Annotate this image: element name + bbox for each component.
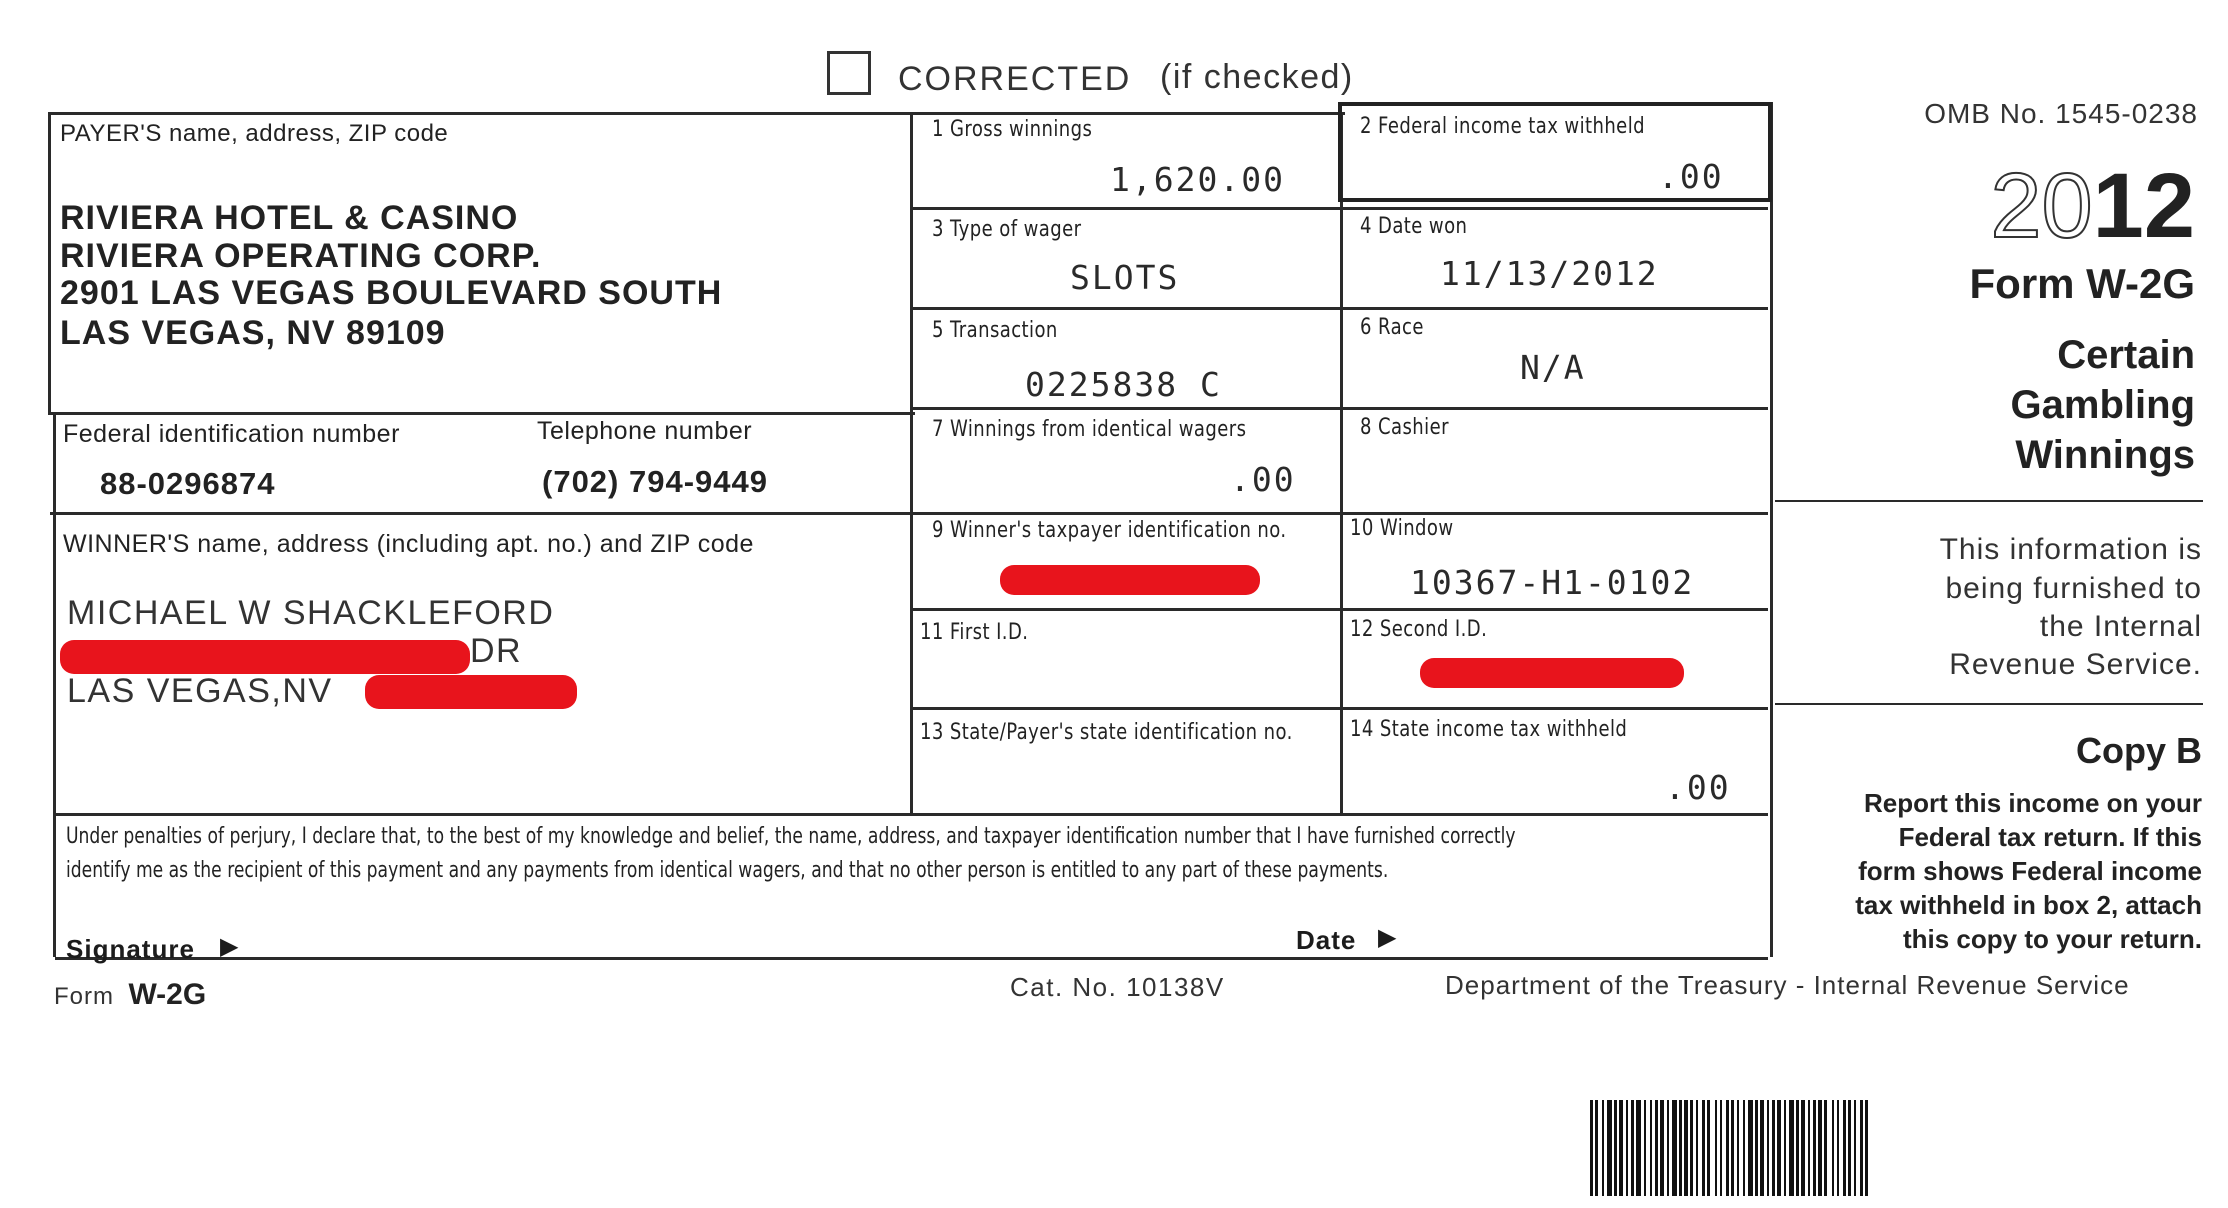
- report-line4: tax withheld in box 2, attach: [1855, 890, 2202, 920]
- report-line5: this copy to your return.: [1902, 924, 2202, 954]
- tax-year-bold: 12: [2092, 155, 2195, 257]
- form-subtitle-line1: Certain: [2057, 333, 2195, 377]
- box1-label: 1 Gross winnings: [932, 117, 1093, 142]
- payer-label: PAYER'S name, address, ZIP code: [60, 120, 449, 147]
- box4-label: 4 Date won: [1360, 214, 1468, 239]
- payer-address-line: 2901 LAS VEGAS BOULEVARD SOUTH: [60, 274, 723, 312]
- payer-city-line: LAS VEGAS, NV 89109: [60, 314, 446, 352]
- fed-id-label: Federal identification number: [63, 420, 400, 448]
- report-line1: Report this income on your: [1863, 788, 2202, 818]
- tax-year-outline: 20: [1990, 155, 2093, 257]
- box6-label: 6 Race: [1360, 315, 1424, 340]
- box10-window: 10367-H1-0102: [1410, 563, 1695, 602]
- box6-race: N/A: [1520, 348, 1586, 387]
- signature-arrow-icon: ▶: [220, 933, 239, 960]
- box13-label: 13 State/Payer's state identification no.: [920, 720, 1293, 745]
- box1-gross-winnings: 1,620.00: [1110, 160, 1285, 199]
- winner-street-suffix: DR: [470, 632, 523, 670]
- date-arrow-icon: ▶: [1378, 924, 1397, 951]
- box11-label: 11 First I.D.: [920, 620, 1029, 645]
- tax-year: [1990, 155, 2195, 257]
- barcode: [1590, 1100, 2190, 1196]
- date-label: Date: [1296, 925, 1357, 955]
- info-line3: the Internal: [2039, 610, 2202, 643]
- perjury-statement-line1: Under penalties of perjury, I declare that, to the best of my knowledge and belief, the name, address, and taxpayer identification number that I have furnished correctly: [66, 824, 1516, 849]
- box2-label: 2 Federal income tax withheld: [1360, 114, 1645, 139]
- box8-label: 8 Cashier: [1360, 415, 1449, 440]
- footer-cat-no: Cat. No. 10138V: [1010, 972, 1225, 1002]
- phone-value: (702) 794-9449: [542, 464, 768, 499]
- redaction-zip: [365, 675, 577, 709]
- corrected-checkbox[interactable]: [827, 51, 871, 95]
- copy-label: Copy B: [2076, 730, 2202, 771]
- footer-department: Department of the Treasury - Internal Revenue Service: [1445, 970, 2130, 1000]
- box4-date-won: 11/13/2012: [1440, 254, 1659, 293]
- date-field[interactable]: [1405, 915, 1755, 949]
- form-subtitle-line2: Gambling: [2010, 383, 2195, 427]
- redaction-street: [60, 640, 470, 674]
- box12-label: 12 Second I.D.: [1350, 617, 1488, 642]
- omb-number: OMB No. 1545-0238: [1924, 98, 2198, 129]
- info-line2: being furnished to: [1945, 572, 2202, 605]
- box14-label: 14 State income tax withheld: [1350, 717, 1628, 742]
- box7-label: 7 Winnings from identical wagers: [932, 417, 1247, 442]
- info-line1: This information is: [1939, 533, 2202, 566]
- footer-form-code: W-2G: [128, 978, 207, 1011]
- footer-form-name: [54, 978, 206, 1012]
- box2-federal-tax-withheld: .00: [1658, 157, 1724, 196]
- winner-name: MICHAEL W SHACKLEFORD: [67, 594, 555, 632]
- redaction-winner-tin: [1000, 565, 1260, 595]
- phone-label: Telephone number: [537, 417, 753, 445]
- report-line3: form shows Federal income: [1858, 856, 2202, 886]
- footer-form-prefix: Form: [54, 983, 114, 1010]
- barcode-stripe: [1865, 1100, 1868, 1196]
- signature-label: Signature: [66, 934, 195, 964]
- report-line2: Federal tax return. If this: [1898, 822, 2202, 852]
- box9-label: 9 Winner's taxpayer identification no.: [932, 518, 1287, 543]
- box3-label: 3 Type of wager: [932, 217, 1082, 242]
- payer-name-line1: RIVIERA HOTEL & CASINO: [60, 199, 519, 237]
- corrected-label: CORRECTED: [898, 60, 1132, 98]
- winner-label: WINNER'S name, address (including apt. no.) and ZIP code: [63, 530, 754, 558]
- info-line4: Revenue Service.: [1949, 648, 2202, 681]
- box7-identical-wagers: .00: [1230, 460, 1296, 499]
- box3-type-of-wager: SLOTS: [1070, 258, 1180, 297]
- form-subtitle-line3: Winnings: [2015, 433, 2195, 477]
- box14-state-tax-withheld: .00: [1665, 768, 1731, 807]
- corrected-note: (if checked): [1160, 58, 1354, 96]
- signature-field[interactable]: [250, 920, 1250, 954]
- perjury-statement-line2: identify me as the recipient of this payment and any payments from identical wagers, and that no other person is entitled to any part of these payments.: [66, 858, 1389, 883]
- box5-label: 5 Transaction: [932, 318, 1058, 343]
- form-title: Form W-2G: [1969, 260, 2195, 307]
- fed-id-value: 88-0296874: [100, 466, 276, 501]
- box10-label: 10 Window: [1350, 516, 1454, 541]
- redaction-second-id: [1420, 658, 1684, 688]
- payer-name-line2: RIVIERA OPERATING CORP.: [60, 237, 542, 275]
- winner-city: LAS VEGAS,NV: [67, 672, 333, 710]
- box5-transaction: 0225838 C: [1025, 365, 1222, 404]
